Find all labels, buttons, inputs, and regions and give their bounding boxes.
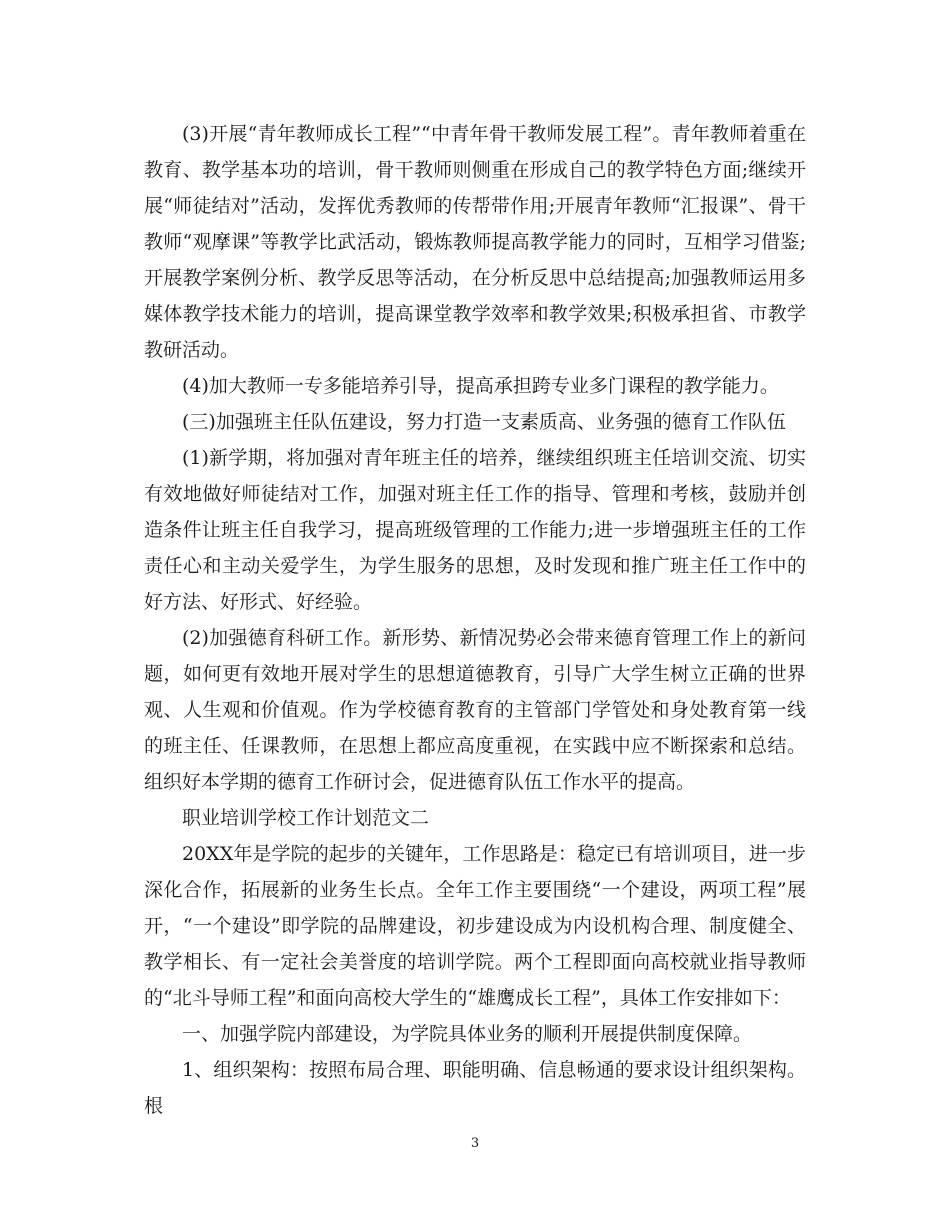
page-number: 3 <box>470 1136 480 1151</box>
paragraph-moral-research: (2)加强德育科研工作。新形势、新情况势必会带来德育管理工作上的新问题，如何更有效地开展对学生的思想道德教育，引导广大学生树立正确的世界观、人生观和价值观。作为学校德育教育的主管部门学管处和身处教育第一线的班主任、任课教师，在思想上都应高度重视，在实践中应不断探索和总结。组织好本学期的德育工作研讨会，促进德育队伍工作水平的提高。 <box>144 627 806 793</box>
document-body <box>144 116 806 1124</box>
section-title-sample-two: 职业培训学校工作计划范文二 <box>182 807 430 829</box>
paragraph-multi-skill: (4)加大教师一专多能培养引导，提高承担跨专业多门课程的教学能力。 <box>182 375 779 397</box>
paragraph-annual-plan: 20XX年是学院的起步的关键年，工作思路是：稳定已有培训项目，进一步深化合作，拓展新的业务生长点。全年工作主要围绕“一个建设，两项工程”展开，“一个建设”即学院的品牌建设，初步建设成为内设机构合理、制度健全、教学相长、有一定社会美誉度的培训学院。两个工程即面向高校就业指导教师的“北斗导师工程”和面向高校大学生的“雄鹰成长工程”，具体工作安排如下： <box>144 843 806 1009</box>
paragraph-class-teacher-training: (1)新学期，将加强对青年班主任的培养，继续组织班主任培训交流、切实有效地做好师徒结对工作，加强对班主任工作的指导、管理和考核，鼓励并创造条件让班主任自我学习，提高班级管理的工作能力;进一步增强班主任的工作责任心和主动关爱学生，为学生服务的思想，及时发现和推广班主任工作中的好方法、好形式、好经验。 <box>144 447 806 613</box>
paragraph-organization-structure: 1、组织架构：按照布局合理、职能明确、信息畅通的要求设计组织架构。根 <box>144 1059 806 1117</box>
section-heading-internal-construction: 一、加强学院内部建设，为学院具体业务的顺利开展提供制度保障。 <box>182 1023 753 1045</box>
section-heading-class-teacher: (三)加强班主任队伍建设，努力打造一支素质高、业务强的德育工作队伍 <box>182 411 786 433</box>
paragraph-teacher-growth: (3)开展“青年教师成长工程”“中青年骨干教师发展工程”。青年教师着重在教育、教学基本功的培训，骨干教师则侧重在形成自己的教学特色方面;继续开展“师徒结对”活动，发挥优秀教师的传帮带作用;开展青年教师“汇报课”、骨干教师“观摩课”等教学比武活动，锻炼教师提高教学能力的同时，互相学习借鉴;开展教学案例分析、教学反思等活动，在分析反思中总结提高;加强教师运用多媒体教学技术能力的培训，提高课堂教学效率和教学效果;积极承担省、市教学教研活动。 <box>144 123 806 361</box>
